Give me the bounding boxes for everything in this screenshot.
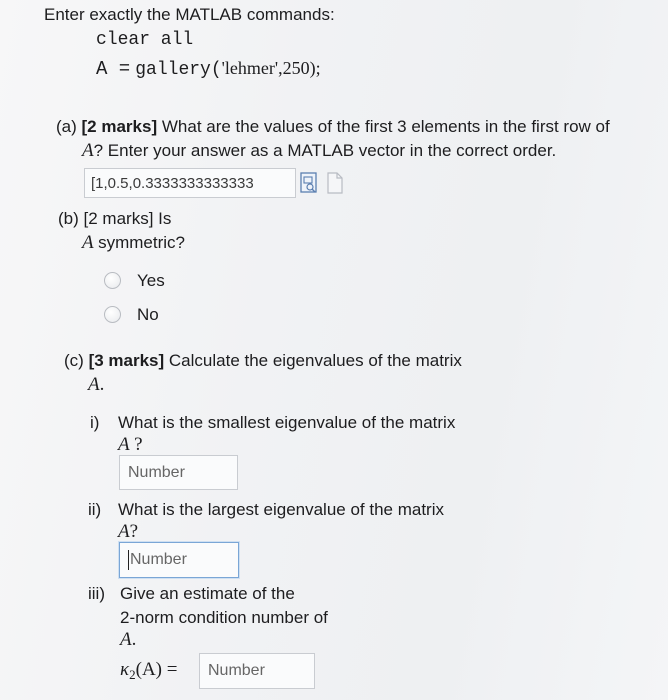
sub-i-punct: ?: [134, 434, 143, 455]
sub-iii-line-3: [120, 629, 136, 651]
sub-iii-line-2: 2-norm condition number of: [120, 608, 328, 627]
part-c-label: (c): [64, 351, 84, 370]
sub-ii-line-2: [118, 521, 138, 543]
part-a-line-2: [82, 140, 556, 162]
kappa-sub: 2: [129, 667, 136, 683]
intro-text: Enter exactly the MATLAB commands:: [44, 5, 335, 24]
radio-yes[interactable]: [104, 272, 121, 289]
sub-iii-punct: .: [131, 629, 137, 650]
largest-eigenvalue-placeholder: Number: [130, 551, 187, 568]
code-args: 'lehmer',250);: [221, 58, 321, 78]
part-b-question-2: symmetric?: [98, 233, 185, 252]
part-a-question-1: What are the values of the first 3 elements in the first row of: [161, 117, 610, 136]
part-c-marks: [3 marks]: [88, 351, 165, 370]
sub-iii-line-1: Give an estimate of the: [120, 584, 295, 603]
part-b-marks: [2 marks]: [83, 209, 154, 228]
part-b-question-1: Is: [158, 209, 172, 228]
kappa-rest: (A) =: [135, 659, 178, 680]
radio-no-label[interactable]: No: [137, 305, 159, 324]
part-b-label: (b): [58, 209, 79, 228]
condition-number-input[interactable]: Number: [199, 653, 315, 689]
matrix-preview-icon[interactable]: [300, 172, 320, 194]
sub-ii-num: ii): [88, 500, 102, 519]
code-line-1: clear all: [96, 30, 194, 50]
sub-ii-punct: ?: [129, 521, 139, 542]
part-b-line-2: [82, 232, 185, 254]
part-a-label: (a): [56, 117, 77, 136]
radio-yes-label[interactable]: Yes: [137, 271, 165, 290]
code-var-a: A =: [96, 58, 131, 80]
part-a-question-2: ? Enter your answer as a MATLAB vector in the correct order.: [93, 141, 557, 160]
sub-i-num: i): [90, 413, 100, 432]
sub-ii-line-1: What is the largest eigenvalue of the matrix: [118, 500, 444, 519]
part-a-line-1: [56, 116, 610, 138]
sub-iii-num: iii): [88, 584, 105, 603]
part-c-question-1: Calculate the eigenvalues of the matrix: [168, 351, 462, 370]
sub-i-var: A: [118, 434, 130, 455]
part-b-var: A: [82, 232, 94, 253]
sub-ii-var: A: [118, 521, 130, 542]
part-c-var: A: [88, 374, 100, 395]
part-a-marks: [2 marks]: [81, 117, 158, 136]
part-a-answer-input[interactable]: [1,0.5,0.3333333333333: [84, 168, 296, 198]
part-b-line-1: [58, 208, 171, 230]
doc-icon[interactable]: [326, 172, 344, 194]
part-c-punct: .: [99, 374, 105, 395]
part-a-var: A: [82, 140, 94, 161]
text-caret: [128, 550, 129, 570]
largest-eigenvalue-input[interactable]: [119, 542, 239, 578]
radio-no[interactable]: [104, 306, 121, 323]
part-c-line-2: [88, 374, 104, 396]
sub-i-line-1: What is the smallest eigenvalue of the matrix: [118, 413, 456, 432]
kappa-symbol: κ: [120, 659, 130, 680]
smallest-eigenvalue-input[interactable]: Number: [119, 455, 238, 490]
kappa-label: [120, 659, 177, 683]
code-line-2: [96, 58, 321, 80]
part-c-line-1: [64, 350, 462, 372]
sub-iii-var: A: [120, 629, 132, 650]
code-gallery: gallery(: [135, 60, 222, 80]
sub-i-line-2: [118, 434, 143, 456]
